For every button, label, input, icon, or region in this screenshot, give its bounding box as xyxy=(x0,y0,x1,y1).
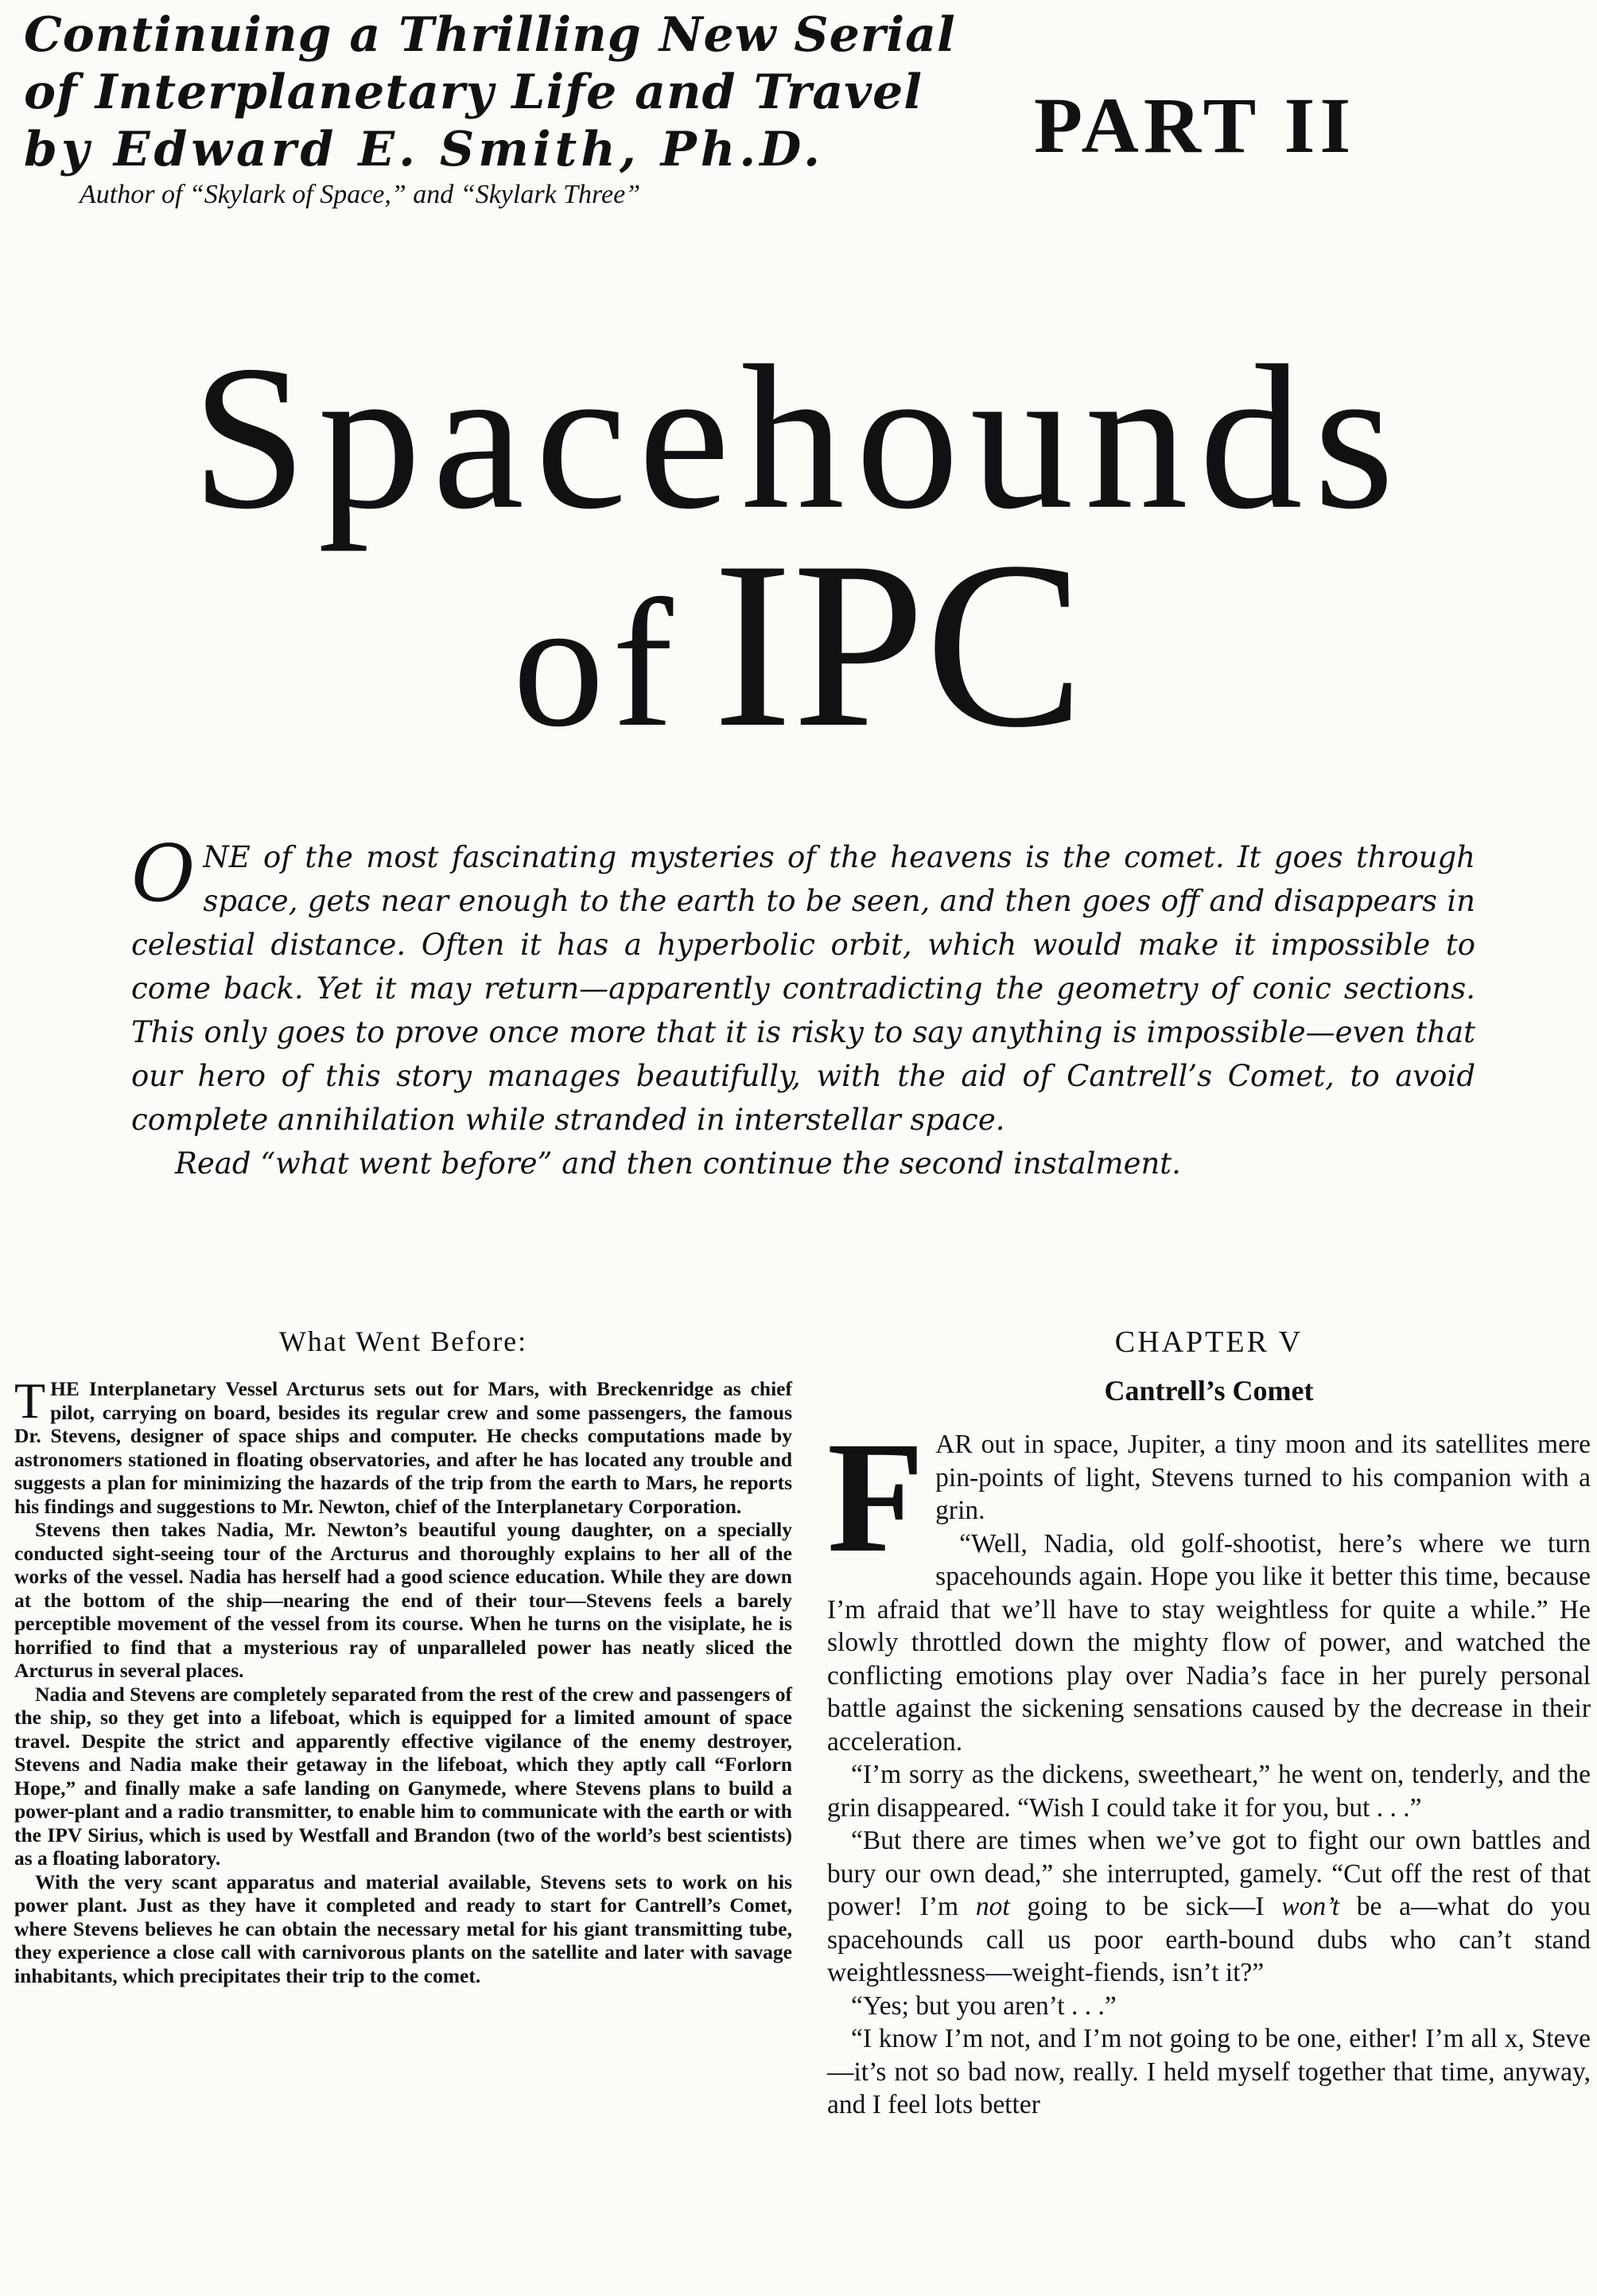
title-ipc: IPC xyxy=(713,512,1085,776)
story-paragraph-text: AR out in space, Jupiter, a tiny moon and its satellites mere pin-points of light, Stevens turned to his companion with a grin. xyxy=(935,1430,1591,1525)
part-label: PART II xyxy=(1034,81,1356,169)
story-emphasis: won’t xyxy=(1281,1892,1339,1921)
story-paragraph: “Yes; but you aren’t . . .” xyxy=(851,1991,1117,2021)
story-text-segment: “But there are times when we’ve got to fight our own battles and bury our own dead,” she interrupted, gamely. “Cut off the rest of that power! I’m xyxy=(827,1826,1591,1921)
chapter-title: Cantrell’s Comet xyxy=(1104,1375,1314,1407)
title-of: of xyxy=(512,562,682,765)
chapter-number: CHAPTER V xyxy=(1114,1325,1304,1359)
chapter-drop-cap: F xyxy=(827,1410,925,1586)
intro-drop-cap: O xyxy=(131,829,196,920)
summary-paragraph-text: HE Interplanetary Vessel Arcturus sets out for Mars, with Breckenridge as chief pilot, carrying on board, besides its regular crew and some passengers, the famous Dr. Stevens, designer of space ships and computer. He checks computations made by astronomers stationed in floating observatories, and after he has located any trouble and suggests a plan for minimizing the hazards of the trip from the earth to Mars, he reports his findings and suggestions to Mr. Newton, chief of the Interplanetary Corporation. xyxy=(14,1377,792,1518)
summary-paragraph xyxy=(14,1372,792,1518)
story-emphasis: not xyxy=(975,1892,1010,1921)
chapter-column xyxy=(827,1325,1591,2122)
story-title: Spacehounds xyxy=(192,323,1405,552)
editorial-intro xyxy=(131,829,1475,1185)
summary-paragraph: Nadia and Stevens are completely separated from the rest of the crew and passengers of the ship, so they get into a lifeboat, which is equipped for a limited amount of space travel. Despite the strict and apparently effective vigilance of the enemy destroyer, Stevens and Nadia make their getaway in the lifeboat, which they aptly call “Forlorn Hope,” and finally make a safe landing on Ganymede, where Stevens plans to build a power-plant and a radio transmitter, to enable him to communicate with the earth or with the IPV Sirius, which is used by Westfall and Brandon (two of the world’s best scientists) as a floating laboratory. xyxy=(14,1682,792,1870)
story-paragraph: “I know I’m not, and I’m not going to be one, either! I’m all x, Steve—it’s not so bad now, really. I held myself together that time, anyway, and I feel lots better xyxy=(827,2024,1591,2119)
story-paragraph xyxy=(827,1410,1591,1586)
summary-initial: T xyxy=(14,1372,46,1429)
intro-read-before: Read “what went before” and then continue the second instalment. xyxy=(175,1146,1181,1181)
summary-column xyxy=(14,1325,792,1987)
author-byline: by Edward E. Smith, Ph.D. xyxy=(24,122,825,177)
summary-paragraph: With the very scant apparatus and material available, Stevens sets to work on his power plant. Just as they have it completed and ready to start for Cantrell’s Comet, where Stevens believes he can obtain the necessary metal for his giant transmitting tube, they experience a close call with carnivorous plants on the satellite and later with savage inhabitants, which precipitates their trip to the comet. xyxy=(14,1870,792,1987)
summary-text xyxy=(14,1372,792,1987)
author-credits: Author of “Skylark of Space,” and “Skylark Three” xyxy=(80,180,641,209)
story-paragraph: “I’m sorry as the dickens, sweetheart,” he went on, tenderly, and the grin disappeared. “Wish I could take it for you, but . . .” xyxy=(827,1760,1591,1823)
summary-paragraph: Stevens then takes Nadia, Mr. Newton’s beautiful young daughter, on a specially conducted sight-seeing tour of the Arcturus and thoroughly explains to her all of the works of the vessel. Nadia has herself had a good science education. While they are down at the bottom of the ship—nearing the end of their tour—Stevens feels a barely perceptible movement of the vessel from its course. When he turns on the visiplate, he is horrified to find that a mysterious ray of unparalleled power has neatly sliced the Arcturus in several places. xyxy=(14,1518,792,1682)
story-title-second-line xyxy=(0,512,1597,776)
intro-text: NE of the most fascinating mysteries of the heavens is the comet. It goes through space, gets near enough to the earth to be seen, and then goes off and disappears in celestial distance. Often it has a hyperbolic orbit, which would make it impossible to come back. Yet it may return—apparently contradicting the geometry of conic sections. This only goes to prove once more that it is risky to say anything is impossible—even that our hero of this story manages beautifully, with the aid of Cantrell’s Comet, to avoid complete annihilation while stranded in interstellar space. xyxy=(131,840,1475,1137)
story-text-segment: going to be sick—I xyxy=(1009,1892,1282,1921)
summary-heading: What Went Before: xyxy=(278,1325,528,1357)
story-text-segment: be a—what do you spacehounds call us poor earth-bound dubs who can’t stand weightlessness—weight-fiends, isn’t it?” xyxy=(827,1892,1591,1987)
serial-subtitle: of Interplanetary Life and Travel xyxy=(24,64,923,120)
serial-header xyxy=(24,6,956,210)
intro-paragraph xyxy=(131,829,1475,1142)
story-paragraph: “Well, Nadia, old golf-shootist, here’s where we turn spacehounds again. Hope you like it better this time, because I’m afraid that we’ll have to stay weightless for quite a while.” He slowly throttled down the mighty flow of power, and watched the conflicting emotions play over Nadia’s face in her purely personal battle against the sickening sensations caused by the decrease in their acceleration. xyxy=(827,1528,1591,1757)
chapter-text xyxy=(827,1410,1591,2122)
story-paragraph xyxy=(827,1824,1591,1990)
serial-tagline: Continuing a Thrilling New Serial xyxy=(24,7,956,63)
